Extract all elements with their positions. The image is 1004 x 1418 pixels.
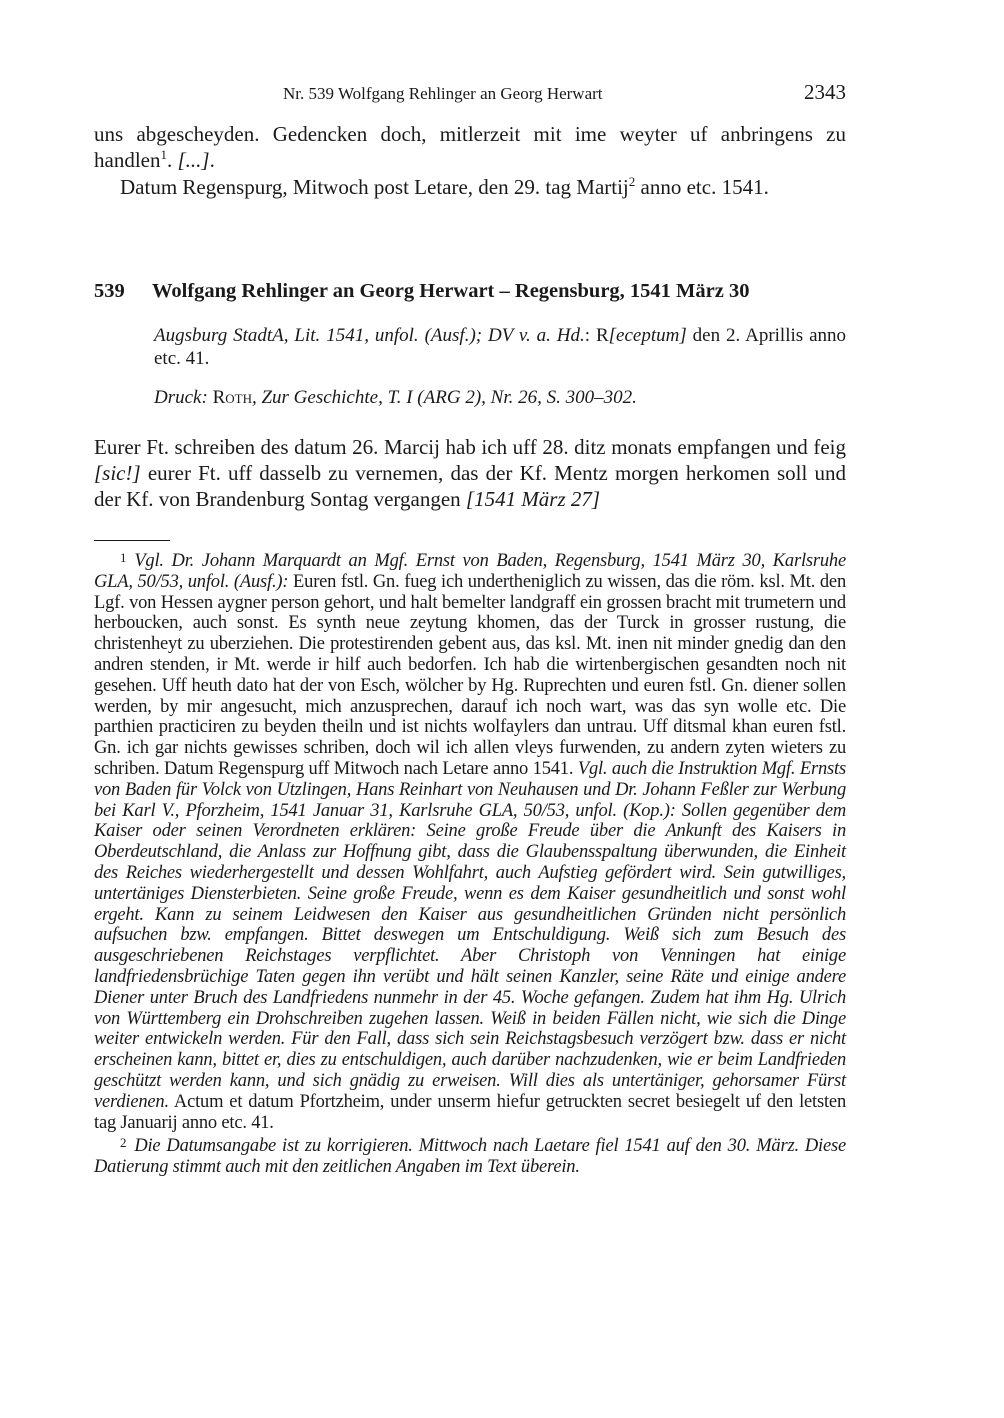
footnote-2: $^2$ Die Datumsangabe ist zu korrigieren. Mittwoch nach Laetare fiel 1541 auf den 30. März. Diese Datierung stimmt auch mit den zeitlichen Angaben im Text überein. bbox=[94, 1135, 846, 1178]
document-title: Wolfgang Rehlinger an Georg Herwart – Regensburg, 1541 März 30 bbox=[152, 280, 750, 302]
footnote-ref-2[interactable]: 2 bbox=[628, 174, 636, 189]
datum-paragraph: Datum Regenspurg, Mitwoch post Letare, den 29. tag Martij$^2$ anno etc. 1541. bbox=[120, 174, 769, 199]
footnotes bbox=[94, 548, 846, 1178]
footnote-1: $^1$ Vgl. Dr. Johann Marquardt an Mgf. Ernst von Baden, Regensburg, 1541 März 30, Karlsruhe GLA, 50/53, unfol. (Ausf.): Euren fstl. Gn. fueg ich undertheniglich zu wissen, das die röm. ksl. Mt. den Lgf. von Hessen aygner person gehort, und halt bemelter landgraff ein grossen bracht mit trumetern und herboucken, auch sonst. Es synth neue zeytung khomen, das der Turck in grosser rustung, die christenheyt zu uberziehen. Die protestirenden gebent aus, das ksl. Mt. inen nit minder gnedig dan den andren stenden, ir Mt. werde ir hilf auch bedorfen. Ich hab die wirtenbergischen gesandten noch nit gesehen. Uff heuth dato hat der von Esch, wölcher by Hg. Ruprechten und euren fstl. Gn. diener sollen werden, by mir angesucht, mich anzusprechen, darauf ich noch wart, was das syn wolle etc. Die parthien practiciren zu beyden theiln und ist nichts wolfaylers dan untrau. Uff ditsmal khan euren fstl. Gn. ich gar nichts gewisses schriben, doch wil ich allen vleys furwenden, zu andern zyten wieters zu schriben. Datum Regenspurg uff Mitwoch nach Letare anno 1541. Vgl. auch die Instruktion Mgf. Ernsts von Baden für Volck von Utzlingen, Hans Reinhart von Neuhausen und Dr. Johann Feßler zur Werbung bei Karl V., Pforzheim, 1541 Januar 31, Karlsruhe GLA, 50/53, unfol. (Kop.): Sollen gegenüber dem Kaiser oder seinen Verordneten erklären: Seine große Freude über die Ankunft des Kaisers in Oberdeutschland, die Anlass zur Hoffnung gibt, dass die Glaubensspaltung überwunden, die Einheit des Reiches wiederhergestellt und dessen Wohlfahrt, auch Aufstieg gefördert wird. Sein gutwilliges, untertäniges Diensterbieten. Seine große Freude, wenn es dem Kaiser gesundheitlich und sonst wohl ergeht. Kann zu seinem Leidwesen den Kaiser aus gesundheitlichen Gründen nicht persönlich aufsuchen bzw. empfangen. Bittet deswegen um Entschuldigung. Weiß sich zum Besuch des ausgeschriebenen Reichstages verpflichtet. Aber Christoph von Venningen hat einige landfriedensbrüchige Taten gegen ihn verübt und hält seinen Kanzler, seine Räte und einige andere Diener unter Bruch des Landfriedens nunmehr in der 45. Woche gefangen. Zudem hat ihm Hg. Ulrich von Württemberg ein Drohschreiben zugehen lassen. Weiß in beiden Fällen nicht, wie sich die Dinge weiter entwickeln werden. Für den Fall, dass sich sein Reichstagsbesuch verzögert bzw. dass er nicht erscheinen kann, bittet er, dies zu entschuldigen, auch darüber nachzudenken, wie er beim Landfrieden geschützt werden kann, und sich gnädig zu erweisen. Will dies als untertäniger, gehorsamer Fürst verdienen. Actum et datum Pfortzheim, under unserm hiefur getruckten secret besiegelt uf den letsten tag Januarij anno etc. 41. bbox=[94, 550, 846, 1133]
continuation-paragraph: uns abgescheyden. Gedencken doch, mitlerzeit mit ime weyter uf anbringens zu handlen$^1$. [...]. bbox=[94, 122, 846, 172]
document-heading bbox=[94, 280, 846, 303]
running-head bbox=[0, 80, 1004, 110]
print-reference: Druck: Roth, Zur Geschichte, T. I (ARG 2), Nr. 26, S. 300–302. bbox=[154, 387, 637, 408]
author-name: Roth bbox=[212, 387, 252, 408]
ellipsis-mark: [...] bbox=[177, 148, 210, 172]
running-title: Nr. 539 Wolfgang Rehlinger an Georg Herwart bbox=[283, 84, 603, 103]
date-annotation: [1541 März 27] bbox=[465, 487, 601, 511]
footnote-rule bbox=[94, 540, 170, 541]
page-number: 2343 bbox=[804, 80, 846, 104]
letter-body: Eurer Ft. schreiben des datum 26. Marcij hab ich uff 28. ditz monats empfangen und feig [sic!] eurer Ft. uff dasselb zu vernemen, das der Kf. Mentz morgen herkomen soll und der Kf. von Brandenburg Sontag vergangen [1541 März 27] bbox=[94, 435, 846, 511]
sic-mark: [sic!] bbox=[94, 461, 141, 485]
footnote-ref-1[interactable]: 1 bbox=[160, 147, 167, 162]
footnote-number-2: 2 bbox=[120, 1135, 127, 1151]
footnote-number-1: 1 bbox=[120, 550, 127, 565]
source-note: Augsburg StadtA, Lit. 1541, unfol. (Ausf.); DV v. a. Hd.: R[eceptum] den 2. Aprillis anno etc. 41. bbox=[154, 325, 846, 369]
document-number: 539 bbox=[94, 280, 125, 302]
